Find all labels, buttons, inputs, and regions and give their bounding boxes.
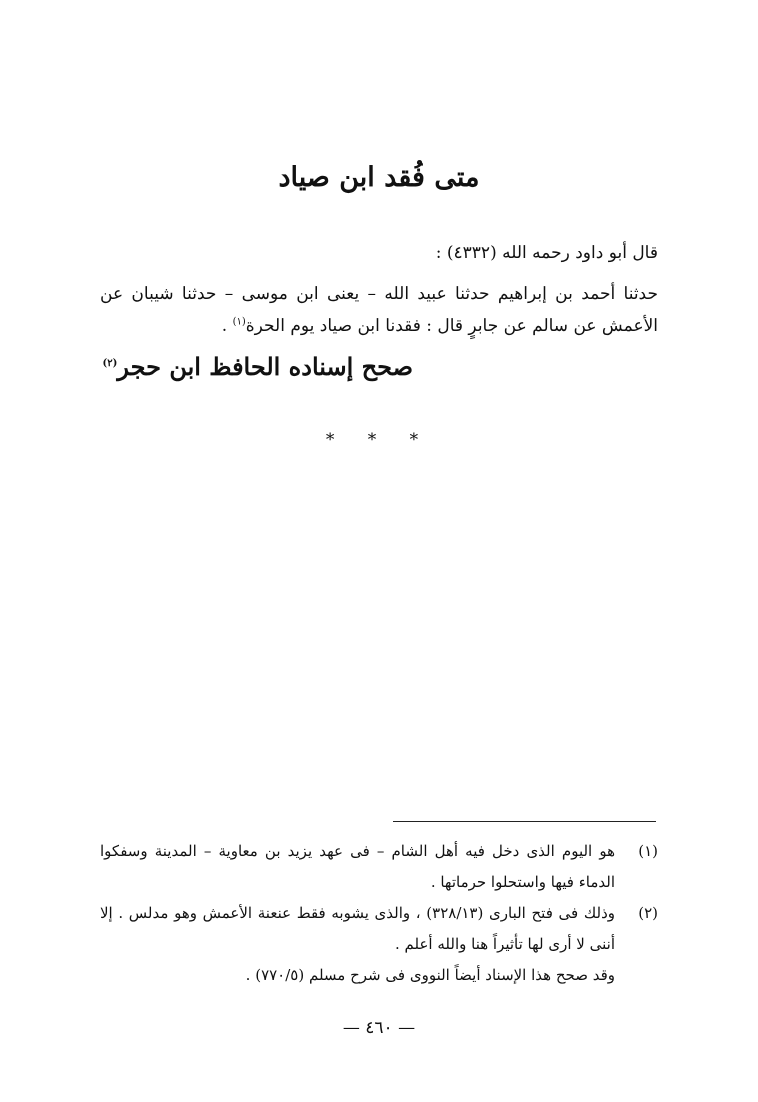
footnote-ref-1: (١): [232, 316, 246, 328]
hadith-chain: حدثنا أحمد بن إبراهيم حدثنا عبيد الله – يعنى ابن موسى – حدثنا شيبان عن الأعمش عن سالم عن جابرٍ قال : فقدنا ابن صياد يوم الحرة: [100, 284, 658, 336]
footnote-number: (١): [638, 842, 658, 860]
footnote-2: [100, 898, 658, 960]
page-number: — ٤٦٠ —: [342, 1018, 416, 1038]
section-separator: * * *: [325, 430, 433, 450]
footnotes: [100, 836, 658, 991]
authenticity-verdict: [103, 352, 413, 381]
footnote-1: [100, 836, 658, 898]
footnote-ref-2: (٢): [102, 358, 118, 369]
verdict-text: صحح إسناده الحافظ ابن حجر: [117, 352, 413, 381]
footnote-number: (٢): [638, 904, 658, 922]
hadith-intro: قال أبو داود رحمه الله (٤٣٣٢) :: [435, 243, 658, 263]
hadith-text: [100, 278, 658, 342]
footnote-text: وذلك فى فتح البارى (٣٢٨/١٣) ، والذى يشوبه فقط عنعنة الأعمش وهو مدلس . إلا أننى لا أرى لها تأثيراً هنا والله أعلم .: [100, 904, 615, 953]
footnote-divider: [393, 821, 656, 822]
chapter-title: متى فُقد ابن صياد: [278, 162, 480, 193]
footnote-text: هو اليوم الذى دخل فيه أهل الشام – فى عهد يزيد بن معاوية – المدينة وسفكوا الدماء فيها واستحلوا حرماتها .: [100, 842, 615, 891]
hadith-end: .: [221, 316, 233, 336]
footnote-2-continuation: وقد صحح هذا الإسناد أيضاً النووى فى شرح مسلم (٧٧٠/٥) .: [245, 966, 615, 984]
